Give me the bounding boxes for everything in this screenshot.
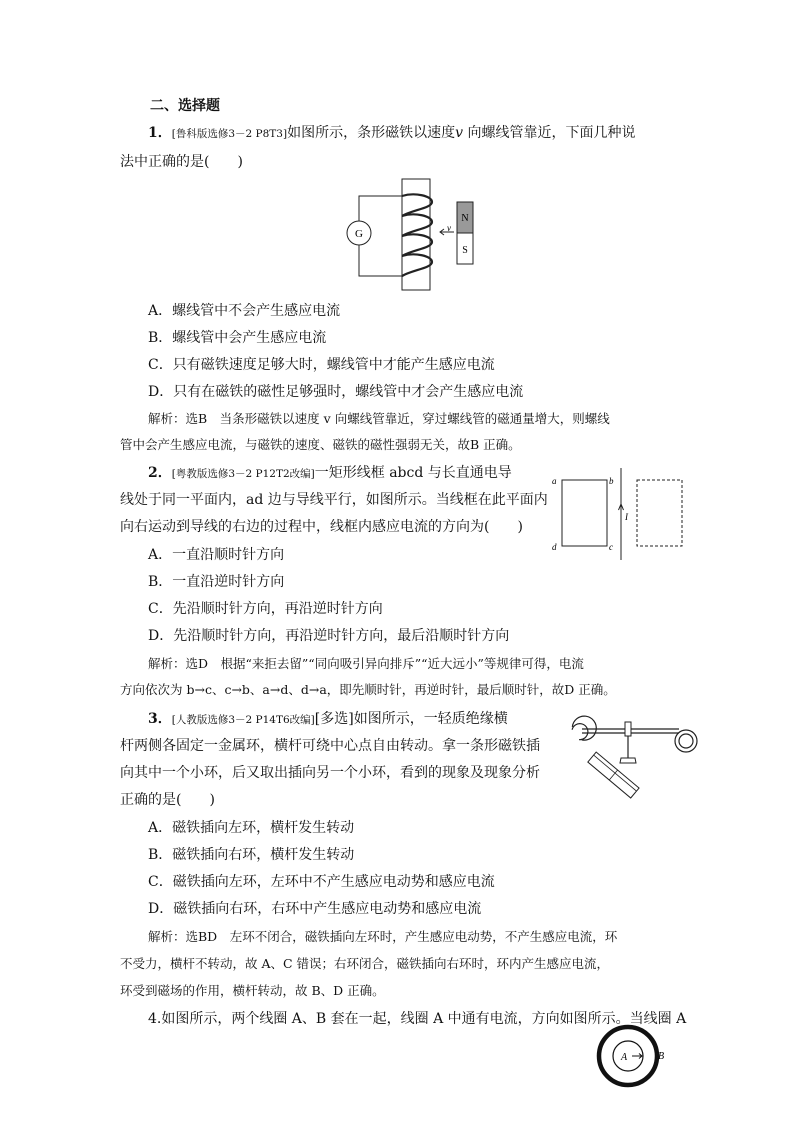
- question-3-line-4: 正确的是( ): [120, 792, 215, 808]
- ring-rod-figure: [558, 712, 700, 804]
- right-ring-closed-inner: [679, 734, 693, 748]
- question-3-option-a: A．磁铁插向左环，横杆发生转动: [148, 820, 355, 836]
- question-3-text: [多选]如图所示，一轻质绝缘横: [314, 711, 508, 727]
- question-1-option-b: B．螺线管中会产生感应电流: [148, 330, 327, 346]
- question-1-option-c: C．只有磁铁速度足够大时，螺线管中才能产生感应电流: [148, 357, 495, 373]
- rect-frame-final-position: [637, 480, 682, 546]
- question-2-answer-line-1: 解析：选D 根据“来拒去留”“同向吸引异向排斥”“近大远小”等规律可得，电流: [148, 656, 584, 671]
- question-1-text-cont: 向螺线管靠近，下面几种说: [463, 125, 636, 141]
- wire-top: [359, 196, 402, 221]
- question-3-option-c: C．磁铁插向左环，左环中不产生感应电动势和感应电流: [148, 874, 495, 890]
- south-pole-label: S: [462, 245, 468, 256]
- question-1-line-1: [148, 123, 635, 144]
- question-3-line-1: [148, 709, 508, 730]
- question-3-answer-line-3: 环受到磁场的作用，横杆转动，故 B、D 正确。: [120, 983, 385, 998]
- question-2-line-3: 向右运动到导线的右边的过程中，线框内感应电流的方向为( ): [120, 519, 523, 535]
- question-2-option-d: D．先沿顺时针方向，再沿逆时针方向，最后沿顺时针方向: [148, 628, 510, 644]
- question-2-option-b: B．一直沿逆时针方向: [148, 574, 285, 590]
- question-2-answer-line-2: 方向依次为 b→c、c→b、a→d、d→a，即先顺时针，再逆时针，最后顺时针，故D 正确。: [120, 682, 616, 697]
- question-1-answer-line-2: 管中会产生感应电流，与磁铁的速度、磁铁的磁性强弱无关，故B 正确。: [120, 437, 521, 452]
- section-title: 二、选择题: [150, 98, 220, 114]
- question-2-option-a: A．一直沿顺时针方向: [148, 547, 285, 563]
- wire-frame-figure: [548, 468, 688, 560]
- coil-b-label: B: [658, 1051, 665, 1062]
- coil-b: [599, 1027, 657, 1085]
- question-2-text: 一矩形线框 abcd 与长直通电导: [314, 465, 512, 481]
- pivot-base: [620, 758, 636, 763]
- question-2-line-2: 线处于同一平面内，ad 边与导线平行，如图所示。当线框在此平面内: [120, 492, 548, 508]
- question-2-option-c: C．先沿顺时针方向，再沿逆时针方向: [148, 601, 383, 617]
- question-1-option-d: D．只有在磁铁的磁性足够强时，螺线管中才会产生感应电流: [148, 384, 524, 400]
- question-1-option-a: A．螺线管中不会产生感应电流: [148, 303, 341, 319]
- question-4-line-1: 4.如图所示，两个线圈 A、B 套在一起，线圈 A 中通有电流，方向如图所示。当线圈 A: [148, 1011, 687, 1027]
- question-2-number: 2．: [148, 465, 172, 481]
- velocity-symbol: v: [455, 125, 463, 141]
- north-pole-label: N: [461, 213, 469, 224]
- question-1-text: 如图所示，条形磁铁以速度: [287, 125, 456, 141]
- question-2-line-1: [148, 463, 512, 484]
- velocity-label: v: [447, 223, 451, 233]
- coil-a-label: A: [620, 1052, 628, 1063]
- question-1-number: 1．: [148, 125, 172, 141]
- pivot-cap: [625, 722, 631, 736]
- question-3-answer-line-1: 解析：选BD 左环不闭合，磁铁插向左环时，产生感应电动势，不产生感应电流，环: [148, 929, 618, 944]
- concentric-coils-figure: [594, 1024, 674, 1090]
- left-ring-open: [569, 712, 601, 743]
- corner-c-label: c: [609, 542, 613, 552]
- question-1-line-2: 法中正确的是( ): [120, 154, 243, 170]
- question-3-source: [人教版选修3－2 P14T6改编]: [171, 714, 315, 726]
- corner-a-label: a: [552, 476, 557, 486]
- corner-d-label: d: [552, 542, 557, 552]
- current-label: I: [625, 512, 628, 522]
- rect-frame-abcd: [562, 480, 607, 546]
- question-3-answer-line-2: 不受力，横杆不转动，故 A、C 错误；右环闭合，磁铁插向右环时，环内产生感应电流，: [120, 956, 610, 971]
- question-3-option-d: D．磁铁插向右环，右环中产生感应电动势和感应电流: [148, 901, 482, 917]
- question-2-source: [粤教版选修3－2 P12T2改编]: [171, 468, 315, 480]
- question-1-answer-line-1: 解析：选B 当条形磁铁以速度 v 向螺线管靠近，穿过螺线管的磁通量增大，则螺线: [148, 411, 610, 426]
- question-3-line-2: 杆两侧各固定一金属环，横杆可绕中心点自由转动。拿一条形磁铁插: [120, 738, 540, 754]
- question-1-source: [鲁科版选修3－2 P8T3]: [171, 128, 288, 140]
- solenoid-figure: [340, 176, 490, 294]
- question-3-line-3: 向其中一个小环，后又取出插向另一个小环，看到的现象及现象分析: [120, 765, 540, 781]
- wire-bottom: [359, 245, 402, 276]
- question-3-number: 3．: [148, 711, 172, 727]
- question-3-option-b: B．磁铁插向右环，横杆发生转动: [148, 847, 355, 863]
- right-ring-closed: [675, 730, 697, 752]
- galvanometer-label: G: [355, 228, 363, 240]
- corner-b-label: b: [609, 476, 614, 486]
